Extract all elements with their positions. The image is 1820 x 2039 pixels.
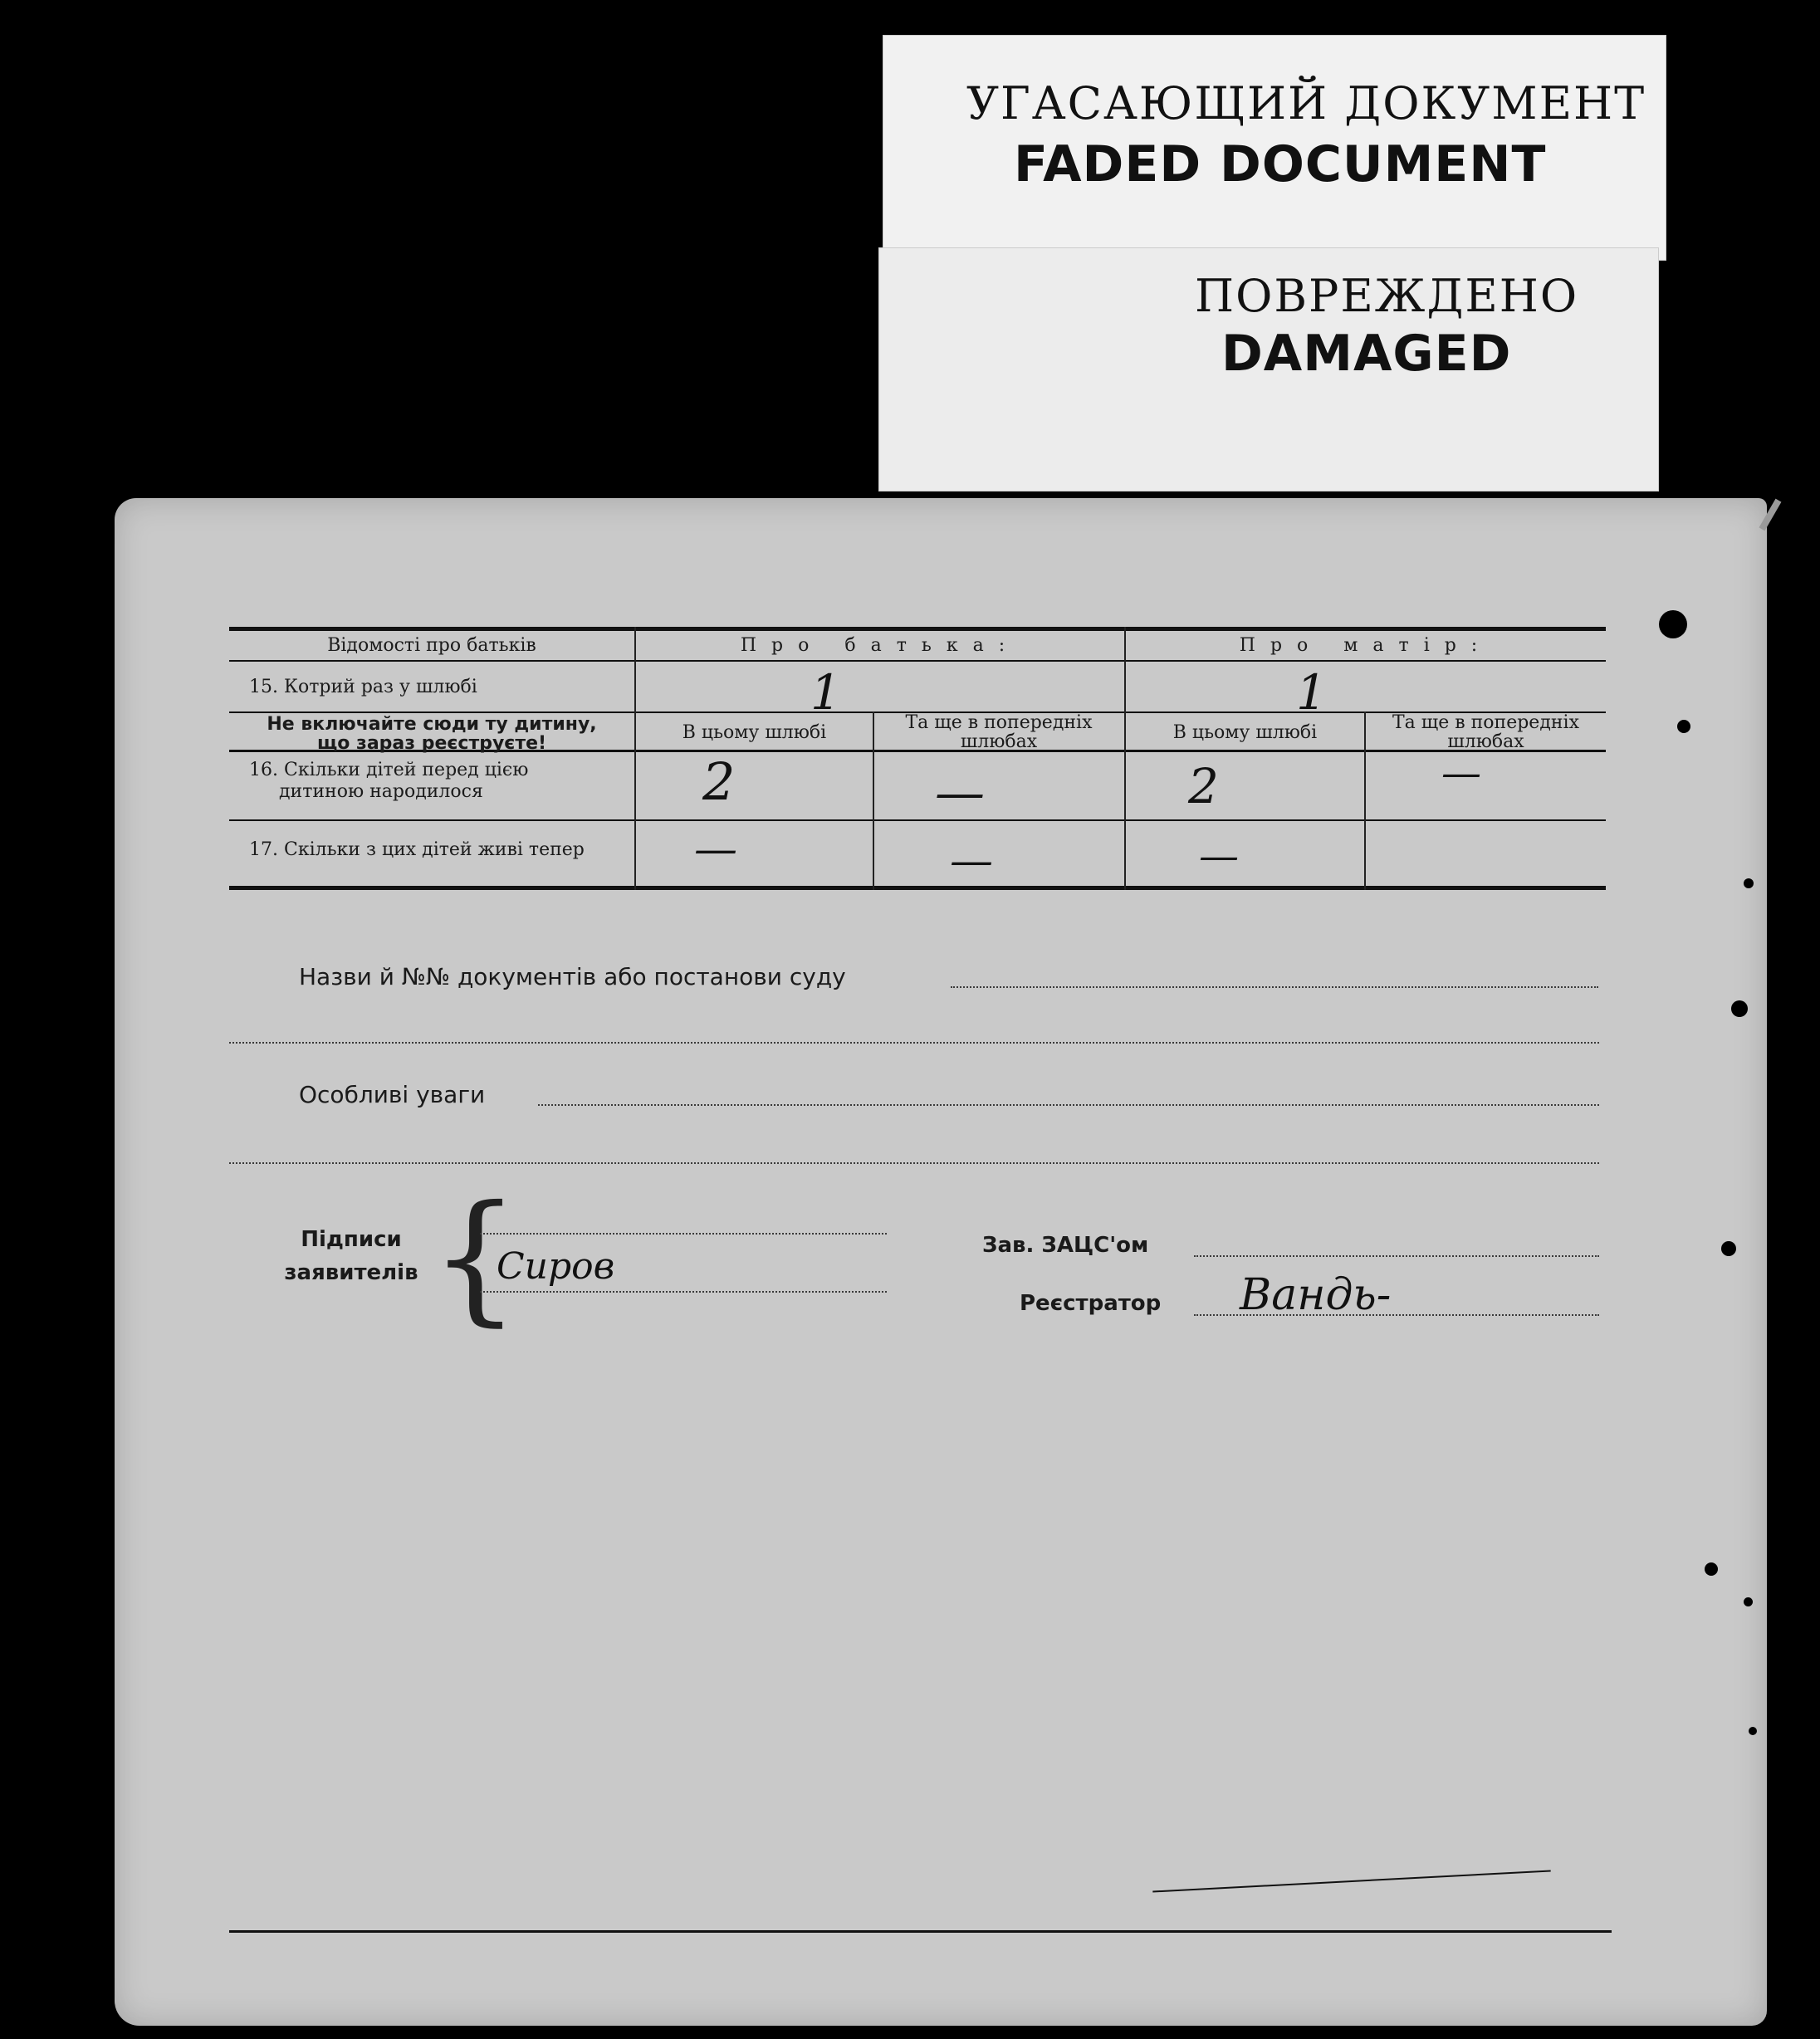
col-father-this-marriage: В цьому шлюбі [682, 722, 827, 743]
row15-father-value: 1 [810, 664, 841, 721]
punch-hole [1705, 1562, 1718, 1576]
punch-hole [1744, 878, 1754, 888]
row16-father-prev: — [935, 764, 985, 822]
faded-label-ru: УГАСАЮЩИЙ ДОКУМЕНТ [966, 77, 1646, 130]
row17-mother-this: — [1199, 833, 1239, 879]
bottom-rule-torn [1152, 1870, 1550, 1892]
note-line1: Не включайте сюди ту дитину, [267, 714, 597, 735]
punch-hole [1721, 1241, 1736, 1256]
row15-mother-value: 1 [1296, 664, 1327, 721]
remarks-line-1 [538, 1104, 1599, 1106]
col-mother-previous-line1: Та ще в попередніх [1392, 712, 1579, 733]
punch-hole [1744, 1597, 1753, 1606]
applicants-label-line2: заявителів [284, 1260, 418, 1285]
documents-line-2 [229, 1042, 1599, 1044]
head-office-line [1194, 1255, 1599, 1257]
row16-mother-prev: — [1441, 750, 1481, 796]
row16-mother-this: 2 [1188, 758, 1219, 814]
registrar-signature: Вандь- [1240, 1270, 1392, 1320]
col-mother-this-marriage: В цьому шлюбі [1172, 722, 1318, 743]
row16-label-line1: 16. Скільки дітей перед цією [249, 760, 529, 780]
note-line2: що зараз реєструєте! [316, 733, 547, 754]
parents-info-table [229, 627, 1606, 930]
damaged-document-label [878, 247, 1659, 491]
row15-label: 15. Котрий раз у шлюбі [249, 677, 477, 697]
row17-father-prev: — [950, 836, 993, 886]
row17-father-this: — [694, 824, 737, 874]
faded-document-label [883, 35, 1666, 261]
applicant-signature: Сиров [497, 1245, 615, 1288]
header-father: Про батька: [740, 635, 1020, 656]
row16-label-line2: дитиною народилося [279, 781, 483, 802]
header-info: Відомості про батьків [327, 635, 536, 656]
head-office-label: Зав. ЗАЦС'ом [982, 1233, 1149, 1258]
col-father-previous-line1: Та ще в попередніх [905, 712, 1093, 733]
row17-label: 17. Скільки з цих дітей живі тепер [249, 839, 585, 860]
punch-hole [1731, 1000, 1748, 1017]
documents-line-1 [951, 986, 1598, 988]
col-father-previous-line2: шлюбах [960, 731, 1038, 752]
remarks-label: Особливі уваги [299, 1081, 486, 1108]
header-mother: Про матір: [1239, 635, 1493, 656]
applicant-line-1 [480, 1233, 887, 1235]
remarks-line-2 [229, 1162, 1599, 1164]
applicants-brace: { [430, 1176, 521, 1340]
damaged-label-en: DAMAGED [1221, 325, 1512, 383]
col-mother-previous-line2: шлюбах [1447, 731, 1524, 752]
sheet-edge [1759, 499, 1782, 531]
applicants-label-line1: Підписи [301, 1227, 402, 1252]
documents-label: Назви й №№ документів або постанови суду [299, 963, 846, 990]
punch-hole [1749, 1727, 1757, 1735]
punch-hole [1677, 720, 1690, 733]
bottom-rule [229, 1930, 1612, 1933]
applicant-line-2 [480, 1291, 887, 1293]
registrar-label: Реєстратор [1020, 1291, 1162, 1316]
row16-father-this: 2 [702, 751, 736, 812]
document-sheet [115, 498, 1767, 2026]
damaged-label-ru: ПОВРЕЖДЕНО [1195, 270, 1579, 322]
punch-hole [1659, 610, 1687, 638]
faded-label-en: FADED DOCUMENT [1014, 135, 1547, 193]
